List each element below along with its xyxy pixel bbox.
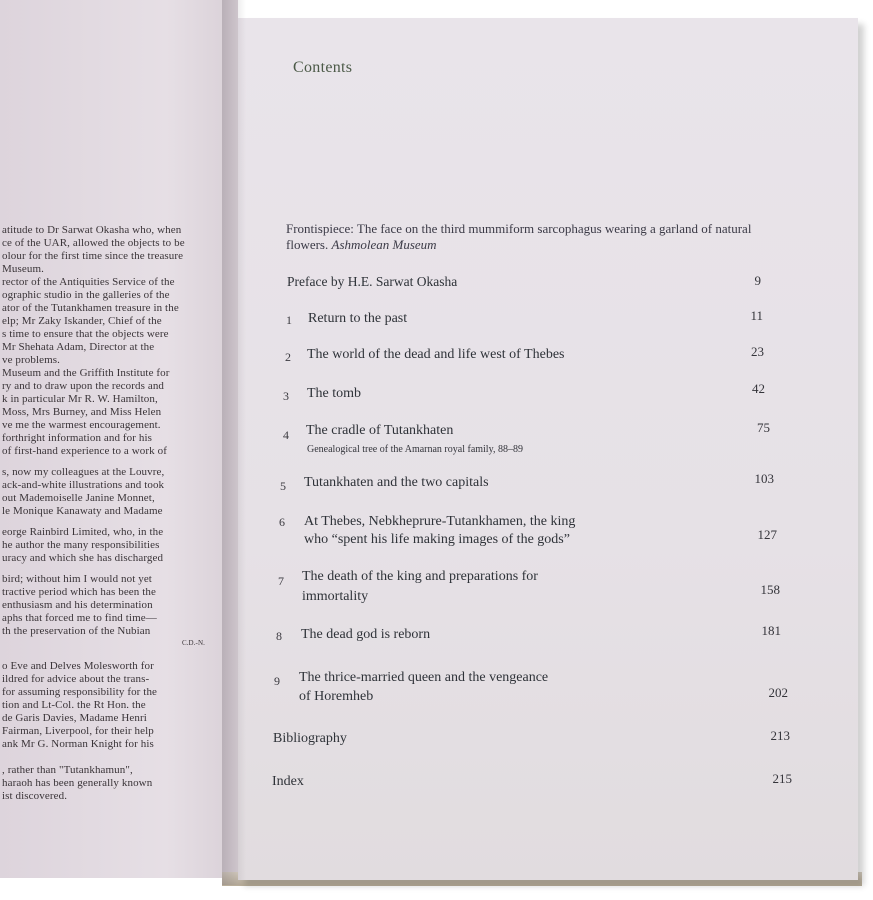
- toc-entry-page: 181: [761, 623, 781, 638]
- toc-entry-page: 9: [754, 273, 761, 288]
- left-text-line: for assuming responsibility for the: [2, 686, 158, 698]
- left-text-line: th the preservation of the Nubian: [2, 625, 151, 637]
- left-text-line: uracy and which she has discharged: [2, 552, 164, 564]
- toc-entry-number: 8: [276, 629, 282, 643]
- left-text-line: ist discovered.: [2, 790, 68, 802]
- left-text-line: ator of the Tutankhamen treasure in the: [2, 302, 179, 314]
- toc-entry-title: Bibliography: [273, 731, 347, 746]
- toc-entry-page: 202: [768, 685, 788, 700]
- toc-entry-page: 158: [760, 582, 780, 597]
- left-text-line: atitude to Dr Sarwat Okasha who, when: [2, 224, 182, 236]
- toc-entry-title-line-2: who “spent his life making images of the gods”: [304, 532, 570, 547]
- left-text-line: ographic studio in the galleries of the: [2, 289, 170, 301]
- toc-entry-title-line-2: of Horemheb: [299, 689, 374, 704]
- contents-page: [238, 18, 858, 880]
- left-text-line: k in particular Mr R. W. Hamilton,: [2, 393, 158, 405]
- left-text-line: tion and Lt-Col. the Rt Hon. the: [2, 699, 146, 711]
- toc-entry-number: 9: [274, 674, 280, 688]
- toc-entry-title: The thrice-married queen and the vengeance: [299, 670, 549, 685]
- left-text-line: Moss, Mrs Burney, and Miss Helen: [2, 406, 162, 418]
- left-text-line: haraoh has been generally known: [2, 777, 153, 789]
- left-text-line: s, now my colleagues at the Louvre,: [2, 466, 165, 478]
- left-page: [0, 0, 238, 878]
- left-text-line: he author the many responsibilities: [2, 539, 160, 551]
- toc-entry-number: 5: [280, 479, 286, 493]
- toc-entry-page: 23: [751, 344, 764, 359]
- left-text-line: rector of the Antiquities Service of the: [2, 276, 175, 288]
- toc-entry-title: Index: [272, 774, 304, 789]
- toc-entry-title-line-2: immortality: [302, 589, 369, 604]
- left-text-line: Mr Shehata Adam, Director at the: [2, 341, 155, 353]
- toc-entry-number: 2: [285, 350, 291, 364]
- left-text-line: ank Mr G. Norman Knight for his: [2, 738, 154, 750]
- left-text-line: aphs that forced me to find time—: [2, 612, 157, 624]
- left-text-line: ildred for advice about the trans-: [2, 673, 150, 685]
- left-text-line: ve me the warmest encouragement.: [2, 419, 161, 431]
- left-text-line: of first-hand experience to a work of: [2, 445, 167, 457]
- left-text-line: de Garis Davies, Madame Henri: [2, 712, 147, 724]
- toc-entry-page: 127: [757, 527, 777, 542]
- toc-entry-title: At Thebes, Nebkheprure-Tutankhamen, the king: [304, 514, 576, 529]
- left-text-line: ce of the UAR, allowed the objects to be: [2, 237, 185, 249]
- toc-entry-number: 7: [278, 574, 284, 588]
- left-text-line: le Monique Kanawaty and Madame: [2, 505, 163, 517]
- book-gutter-shadow: [222, 0, 262, 885]
- left-text-line: forthright information and for his: [2, 432, 153, 444]
- toc-entry-title: The death of the king and preparations for: [302, 569, 538, 584]
- left-text-line: olour for the first time since the treasure: [2, 250, 184, 262]
- toc-entry-number: 1: [286, 313, 292, 327]
- toc-entry-title: Tutankhaten and the two capitals: [304, 475, 489, 490]
- toc-entry-number: 4: [283, 428, 289, 442]
- left-text-line: eorge Rainbird Limited, who, in the: [2, 526, 164, 538]
- left-text-line: , rather than "Tutankhamun",: [2, 764, 133, 776]
- toc-entry-title: The world of the dead and life west of Thebes: [307, 347, 565, 362]
- toc-entry-number: 3: [283, 389, 289, 403]
- toc-entry-subtitle: Genealogical tree of the Amarnan royal family, 88–89: [307, 444, 523, 455]
- left-text-line: o Eve and Delves Molesworth for: [2, 660, 154, 672]
- left-text-line: s time to ensure that the objects were: [2, 328, 169, 340]
- toc-entry-number: 6: [279, 515, 285, 529]
- frontispiece-credit: Ashmolean Museum: [331, 237, 437, 252]
- toc-entry-page: 75: [757, 420, 770, 435]
- toc-entry-title: The tomb: [307, 386, 362, 401]
- left-text-line: bird; without him I would not yet: [2, 573, 152, 585]
- toc-entry-page: 11: [750, 308, 763, 323]
- toc-entry-page: 215: [772, 771, 792, 786]
- frontispiece-caption: [286, 221, 766, 253]
- left-text-line: Museum.: [2, 263, 44, 275]
- toc-entry-title: Preface by H.E. Sarwat Okasha: [287, 274, 458, 289]
- page-title: Contents: [293, 59, 353, 76]
- toc-entry-page: 213: [770, 728, 790, 743]
- left-text-line: ry and to draw upon the records and: [2, 380, 165, 392]
- left-text-line: enthusiasm and his determination: [2, 599, 153, 611]
- left-text-line: ve problems.: [2, 354, 61, 366]
- left-text-line: Fairman, Liverpool, for their help: [2, 725, 154, 737]
- left-text-line: elp; Mr Zaky Iskander, Chief of the: [2, 315, 162, 327]
- toc-entry-title: Return to the past: [308, 311, 408, 326]
- toc-entry-title: The dead god is reborn: [301, 627, 431, 642]
- toc-entry-page: 42: [752, 381, 765, 396]
- left-text-line: tractive period which has been the: [2, 586, 156, 598]
- left-text-line: out Mademoiselle Janine Monnet,: [2, 492, 155, 504]
- left-signature: C.D.-N.: [181, 639, 205, 647]
- left-text-line: ack-and-white illustrations and took: [2, 479, 165, 491]
- left-text-line: Museum and the Griffith Institute for: [2, 367, 170, 379]
- frontispiece-text: Frontispiece: The face on the third mummiform sarcophagus wearing a garland of natural flowers.: [286, 221, 752, 252]
- toc-entry-page: 103: [754, 471, 774, 486]
- toc-entry-title: The cradle of Tutankhaten: [306, 423, 454, 438]
